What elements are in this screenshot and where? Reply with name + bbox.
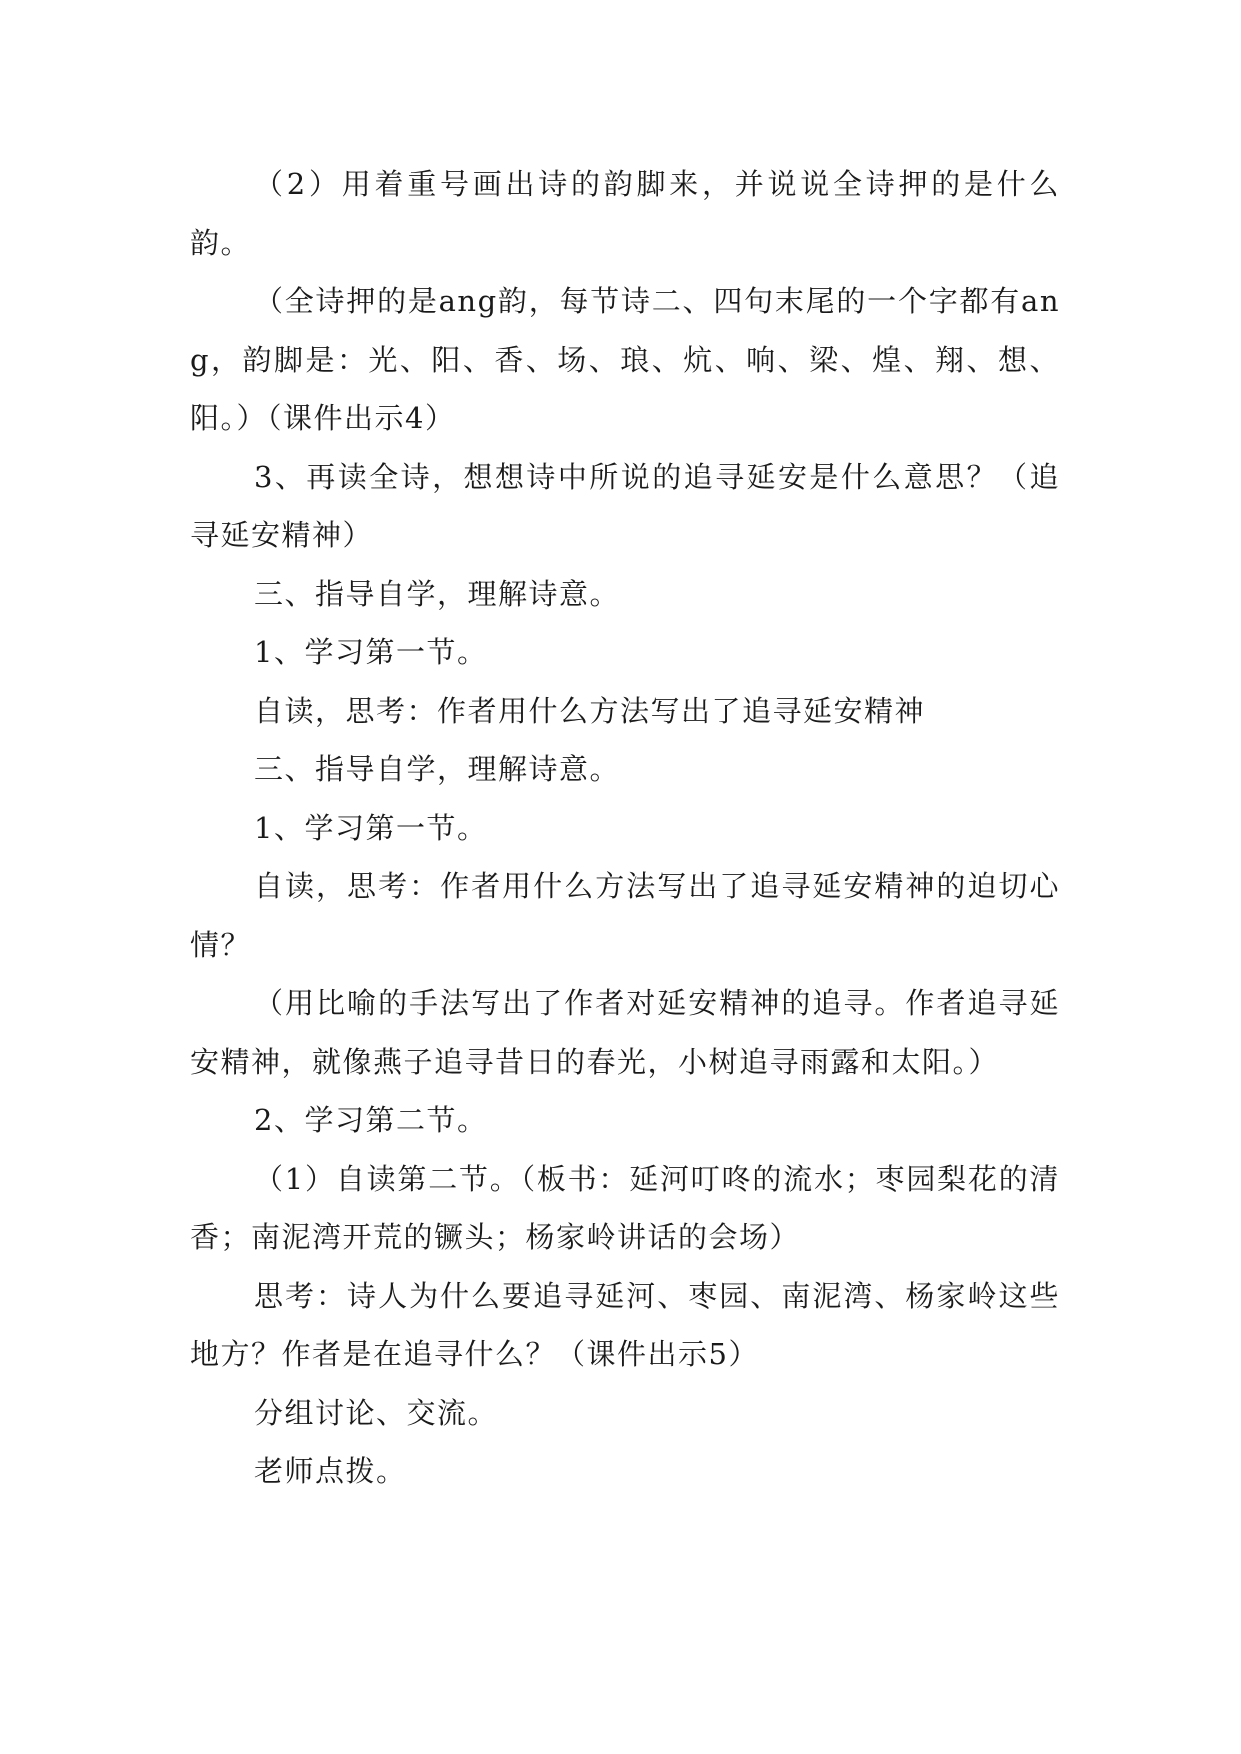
paragraph-read-second-section: （1）自读第二节。（板书：延河叮咚的流水；枣园梨花的清香；南泥湾开荒的镢头；杨家岭讲话的会场） (190, 1161, 1060, 1254)
paragraph-group-discussion: 分组讨论、交流。 (254, 1395, 499, 1430)
document-page (190, 155, 1060, 1501)
section-heading-self-study-repeat: 三、指导自学，理解诗意。 (254, 752, 621, 786)
paragraph-rhyme-answer: （全诗押的是ang韵，每节诗二、四句末尾的一个字都有ang，韵脚是：光、阳、香、场、琅、炕、响、梁、煌、翔、想、阳。）（课件出示4） (190, 284, 1060, 435)
paragraph-teacher-guidance: 老师点拨。 (254, 1454, 407, 1488)
paragraph-places-question: 思考：诗人为什么要追寻延河、枣园、南泥湾、杨家岭这些地方？作者是在追寻什么？（课件出示5） (190, 1278, 1060, 1371)
paragraph-learn-first-section: 1、学习第一节。 (254, 635, 488, 669)
paragraph-metaphor-answer: （用比喻的手法写出了作者对延安精神的追寻。作者追寻延安精神，就像燕子追寻昔日的春光，小树追寻雨露和太阳。） (190, 986, 1060, 1079)
section-heading-self-study: 三、指导自学，理解诗意。 (254, 576, 621, 611)
paragraph-reread-question: 3、再读全诗，想想诗中所说的追寻延安是什么意思？（追寻延安精神） (190, 459, 1060, 552)
paragraph-think-question-short: 自读，思考：作者用什么方法写出了追寻延安精神 (254, 693, 926, 728)
paragraph-learn-first-section-repeat: 1、学习第一节。 (254, 810, 488, 845)
paragraph-rhyme-task: （2）用着重号画出诗的韵脚来，并说说全诗押的是什么韵。 (190, 167, 1060, 260)
paragraph-learn-second-section: 2、学习第二节。 (254, 1103, 488, 1137)
paragraph-think-question: 自读，思考：作者用什么方法写出了追寻延安精神的迫切心情？ (190, 869, 1060, 962)
